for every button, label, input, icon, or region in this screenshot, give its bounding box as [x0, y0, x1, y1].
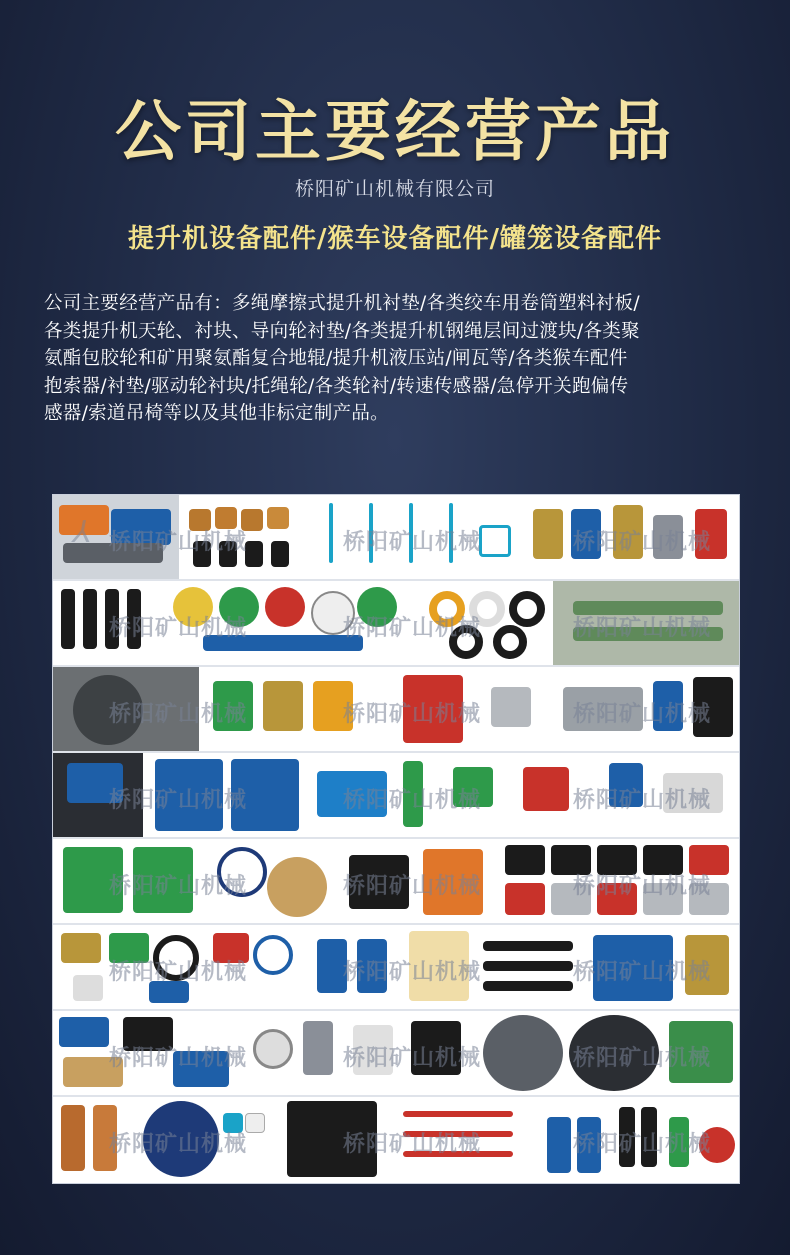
company-name: 桥阳矿山机械有限公司 — [294, 178, 495, 200]
watermark: 桥阳矿山机械 — [109, 788, 248, 813]
watermark: 桥阳矿山机械 — [343, 874, 482, 899]
gallery-row — [53, 581, 739, 667]
watermark: 桥阳矿山机械 — [343, 702, 482, 727]
product-categories: 提升机设备配件/猴车设备配件/罐笼设备配件 — [128, 224, 662, 254]
watermark: 桥阳矿山机械 — [573, 1046, 712, 1071]
watermark: 桥阳矿山机械 — [109, 530, 248, 555]
gallery-row — [53, 925, 739, 1011]
product-description: 公司主要经营产品有：多绳摩擦式提升机衬垫/各类绞车用卷筒塑料衬板/ 各类提升机天轮、衬块、导向轮衬垫/各类提升机钢绳层间过渡块/各类聚 氨酯包胶轮和矿用聚氨酯复合地辊/提升机液压站/闸瓦等/各类猴车配件 抱索器/衬垫/驱动轮衬块/托绳轮/各类轮衬/转速传感器/急停开关跑偏传 感器/索道吊椅等以及其他非标定制产品。 — [44, 293, 640, 424]
watermark: 桥阳矿山机械 — [573, 702, 712, 727]
watermark: 桥阳矿山机械 — [109, 874, 248, 899]
watermark: 桥阳矿山机械 — [343, 788, 482, 813]
watermark: 桥阳矿山机械 — [109, 702, 248, 727]
watermark: 桥阳矿山机械 — [343, 960, 482, 985]
watermark: 桥阳矿山机械 — [573, 788, 712, 813]
watermark: 桥阳矿山机械 — [109, 1046, 248, 1071]
watermark: 桥阳矿山机械 — [343, 616, 482, 641]
product-gallery — [52, 494, 740, 1184]
watermark: 桥阳矿山机械 — [573, 616, 712, 641]
watermark: 桥阳矿山机械 — [343, 530, 482, 555]
watermark: 桥阳矿山机械 — [109, 616, 248, 641]
page-title: 公司主要经营产品 — [115, 93, 675, 170]
gallery-row — [53, 1011, 739, 1097]
gallery-row — [53, 753, 739, 839]
gallery-row — [53, 667, 739, 753]
watermark: 桥阳矿山机械 — [109, 960, 248, 985]
watermark: 桥阳矿山机械 — [573, 530, 712, 555]
gallery-row — [53, 839, 739, 925]
watermark: 桥阳矿山机械 — [573, 960, 712, 985]
watermark: 桥阳矿山机械 — [343, 1132, 482, 1157]
gallery-row: ⅄ 桥阳矿山机械 桥阳矿山机械 桥阳矿山机械 — [53, 495, 739, 581]
watermark: 桥阳矿山机械 — [573, 1132, 712, 1157]
gallery-row — [53, 1097, 739, 1181]
watermark: 桥阳矿山机械 — [573, 874, 712, 899]
watermark: 桥阳矿山机械 — [109, 1132, 248, 1157]
watermark: 桥阳矿山机械 — [343, 1046, 482, 1071]
